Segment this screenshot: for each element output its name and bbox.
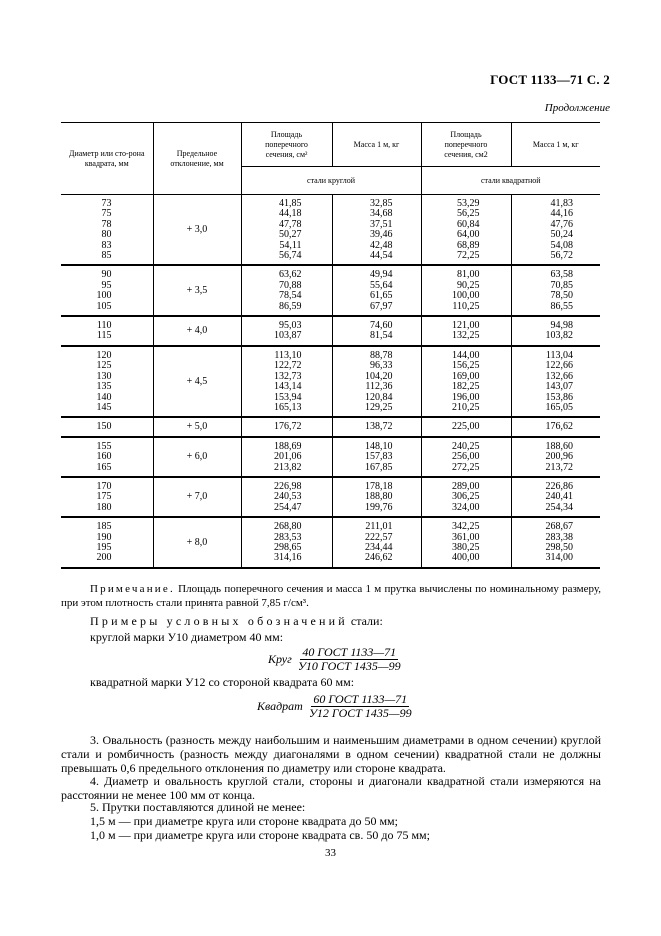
area-square-value: 272,25: [452, 461, 480, 473]
cell-area-square: [421, 346, 511, 417]
area-round-value: 122,72: [274, 360, 302, 372]
cell-deviation: [153, 346, 241, 417]
header-mass-round: Масса 1 м, кг: [332, 123, 421, 167]
cell-mass-round: [332, 417, 421, 436]
page-number: 33: [325, 847, 336, 859]
steel-table: [61, 122, 600, 569]
area-round-value: 56,74: [279, 250, 302, 262]
cell-deviation: [153, 517, 241, 568]
cell-sizes: [61, 316, 153, 346]
table-row: [61, 265, 600, 316]
cell-deviation: [153, 265, 241, 316]
area-round-value: 283,53: [274, 531, 302, 543]
header-area-square: Площадь поперечного сечения, см2: [421, 123, 511, 167]
mass-square-value: 188,60: [545, 440, 573, 452]
table-group: [61, 346, 600, 417]
deviation-value: + 6,0: [186, 451, 208, 463]
area-square-value: 324,00: [452, 501, 480, 513]
cell-area-square: [421, 517, 511, 568]
table-group: [61, 417, 600, 436]
formula-round-prefix: Круг: [268, 651, 292, 666]
mass-square-value: 103,82: [545, 330, 573, 342]
area-square-value: 240,25: [452, 440, 480, 452]
cell-area-square: [421, 417, 511, 436]
cell-area-round: [241, 477, 332, 517]
paragraph-3: 3. Овальность (разность между наибольшим и наименьшим диаметрами в одном сечении) круглой стали и ромбичность (разность между диагоналями в одном сечении) квадратной стали не должны превышать 0,6 предельного отклонения по диаметру или стороне квадрата.: [61, 733, 601, 775]
cell-mass-round: [332, 316, 421, 346]
mass-round-value: 37,51: [370, 218, 393, 230]
mass-round-value: 81,54: [370, 330, 393, 342]
mass-square-value: 240,41: [545, 491, 573, 503]
mass-round-value: 199,76: [365, 501, 393, 513]
cell-mass-square: [511, 195, 600, 266]
area-square-value: 132,25: [452, 330, 480, 342]
cell-mass-square: [511, 265, 600, 316]
sizes-value: 73: [101, 198, 112, 209]
table-row: [61, 417, 600, 436]
formula-square: [257, 692, 414, 720]
mass-square-value: 50,24: [550, 229, 573, 241]
mass-square-value: 41,83: [550, 198, 573, 209]
cell-area-square: [421, 316, 511, 346]
sizes-value: 155: [96, 440, 112, 452]
sizes-value: 140: [96, 391, 112, 403]
area-square-value: 306,25: [452, 491, 480, 503]
table-group: [61, 316, 600, 346]
deviation-value: + 3,5: [186, 285, 208, 297]
cell-deviation: [153, 477, 241, 517]
deviation-value: + 5,0: [186, 421, 208, 433]
area-square-value: 156,25: [452, 360, 480, 372]
sizes-value: 185: [96, 521, 112, 533]
area-square-value: 169,00: [452, 370, 480, 382]
area-round-value: 226,98: [274, 480, 302, 492]
area-round-value: 44,18: [279, 208, 302, 220]
cell-mass-square: [511, 517, 600, 568]
area-round-value: 298,65: [274, 541, 302, 553]
sizes-value: 200: [96, 552, 112, 564]
header-mass-square: Масса 1 м, кг: [511, 123, 600, 167]
mass-round-value: 39,46: [370, 229, 393, 241]
examples-title-tail: стали:: [347, 614, 383, 628]
table-row: [61, 346, 600, 417]
table-row: [61, 437, 600, 477]
area-round-value: 54,11: [279, 239, 302, 251]
cell-deviation: [153, 195, 241, 266]
paragraph-5: 5. Прутки поставляются длиной не менее:: [90, 800, 306, 814]
mass-round-value: 96,33: [370, 360, 393, 372]
mass-round-value: 55,64: [370, 279, 393, 291]
mass-square-value: 268,67: [545, 521, 573, 533]
area-square-value: 380,25: [452, 541, 480, 553]
mass-round-value: 234,44: [365, 541, 393, 553]
mass-square-value: 70,85: [550, 279, 573, 291]
example-round-intro: круглой марки У10 диаметром 40 мм:: [90, 630, 284, 644]
cell-area-square: [421, 477, 511, 517]
mass-square-value: 226,86: [545, 480, 573, 492]
mass-round-value: 157,83: [365, 451, 393, 463]
header-area-round: Площадь поперечного сечения, см²: [241, 123, 332, 167]
sizes-value: 120: [96, 349, 112, 361]
mass-square-value: 213,72: [545, 461, 573, 473]
deviation-value: + 8,0: [186, 536, 208, 548]
cell-area-round: [241, 265, 332, 316]
mass-square-value: 94,98: [550, 320, 573, 332]
area-square-value: 361,00: [452, 531, 480, 543]
header-diameter: Диаметр или сто-рона квадрата, мм: [61, 123, 153, 195]
cell-area-square: [421, 195, 511, 266]
mass-round-value: 246,62: [365, 552, 393, 564]
mass-round-value: 112,36: [365, 381, 393, 393]
area-round-value: 201,06: [274, 451, 302, 463]
area-round-value: 41,85: [279, 198, 302, 209]
sizes-value: 175: [96, 491, 112, 503]
table-group: [61, 195, 600, 266]
mass-round-value: 222,57: [365, 531, 393, 543]
area-square-value: 196,00: [452, 391, 480, 403]
mass-square-value: 86,55: [550, 300, 573, 312]
cell-area-square: [421, 265, 511, 316]
mass-round-value: 178,18: [365, 480, 393, 492]
mass-round-value: 61,65: [370, 290, 393, 302]
area-square-value: 81,00: [457, 269, 480, 281]
mass-round-value: 138,72: [365, 421, 393, 433]
area-round-value: 50,27: [279, 229, 302, 241]
formula-square-numerator: 60 ГОСТ 1133—71: [313, 692, 408, 706]
paragraph-5b: 1,0 м — при диаметре круга или стороне квадрата св. 50 до 75 мм;: [90, 828, 430, 842]
formula-round-denominator: У10 ГОСТ 1435—99: [297, 659, 401, 673]
area-square-value: 400,00: [452, 552, 480, 564]
mass-square-value: 283,38: [545, 531, 573, 543]
deviation-value: + 4,0: [186, 325, 208, 337]
cell-mass-square: [511, 477, 600, 517]
formula-square-denominator: У12 ГОСТ 1435—99: [308, 706, 412, 720]
mass-square-value: 54,08: [550, 239, 573, 251]
mass-square-value: 298,50: [545, 541, 573, 553]
area-round-value: 143,14: [274, 381, 302, 393]
cell-sizes: [61, 517, 153, 568]
deviation-value: + 7,0: [186, 491, 208, 503]
mass-square-value: 153,86: [545, 391, 573, 403]
area-square-value: 100,00: [452, 290, 480, 302]
sizes-value: 115: [96, 330, 112, 342]
header-round-group: стали круглой: [241, 167, 421, 195]
sizes-value: 180: [96, 501, 112, 513]
sizes-value: 145: [96, 401, 112, 413]
area-square-value: 225,00: [452, 421, 480, 433]
table-row: [61, 316, 600, 346]
cell-mass-square: [511, 437, 600, 477]
area-square-value: 289,00: [452, 480, 480, 492]
sizes-value: 78: [101, 218, 112, 230]
area-square-value: 68,89: [457, 239, 480, 251]
cell-sizes: [61, 195, 153, 266]
mass-round-value: 167,85: [365, 461, 393, 473]
cell-area-round: [241, 417, 332, 436]
mass-round-value: 74,60: [370, 320, 393, 332]
area-round-value: 47,78: [279, 218, 302, 230]
sizes-value: 110: [96, 320, 112, 332]
mass-square-value: 314,00: [545, 552, 573, 564]
cell-mass-round: [332, 346, 421, 417]
mass-square-value: 176,62: [545, 421, 573, 433]
deviation-value: + 3,0: [186, 224, 208, 236]
mass-round-value: 104,20: [365, 370, 393, 382]
mass-square-value: 113,04: [545, 349, 573, 361]
cell-sizes: [61, 417, 153, 436]
table-group: [61, 477, 600, 517]
area-square-value: 90,25: [457, 279, 480, 291]
header-square-group: стали квадратной: [421, 167, 600, 195]
area-round-value: 63,62: [279, 269, 302, 281]
cell-deviation: [153, 417, 241, 436]
document-header: ГОСТ 1133—71 С. 2: [490, 72, 610, 87]
cell-area-round: [241, 346, 332, 417]
mass-square-value: 56,72: [550, 250, 573, 262]
mass-square-value: 63,58: [550, 269, 573, 281]
mass-round-value: 32,85: [370, 198, 393, 209]
mass-round-value: 42,48: [370, 239, 393, 251]
mass-round-value: 148,10: [365, 440, 393, 452]
mass-square-value: 78,50: [550, 290, 573, 302]
formula-round: [268, 645, 403, 673]
area-round-value: 113,10: [274, 349, 302, 361]
cell-sizes: [61, 265, 153, 316]
mass-round-value: 88,78: [370, 349, 393, 361]
formula-square-prefix: Квадрат: [257, 698, 303, 713]
area-round-value: 103,87: [274, 330, 302, 342]
area-round-value: 314,16: [274, 552, 302, 564]
header-deviation: Предельное отклонение, мм: [153, 123, 241, 195]
sizes-value: 85: [101, 250, 112, 262]
cell-mass-round: [332, 437, 421, 477]
cell-mass-round: [332, 195, 421, 266]
mass-square-value: 122,66: [545, 360, 573, 372]
cell-mass-square: [511, 346, 600, 417]
sizes-value: 90: [101, 269, 112, 281]
sizes-value: 75: [101, 208, 112, 220]
cell-mass-round: [332, 517, 421, 568]
cell-deviation: [153, 316, 241, 346]
cell-deviation: [153, 437, 241, 477]
area-square-value: 72,25: [457, 250, 480, 262]
mass-round-value: 67,97: [370, 300, 393, 312]
note-label: Примечание.: [90, 583, 175, 595]
mass-square-value: 165,05: [545, 401, 573, 413]
mass-round-value: 129,25: [365, 401, 393, 413]
examples-title-text: Примеры условных обозначений: [90, 614, 348, 628]
continued-label: Продолжение: [544, 102, 610, 114]
area-round-value: 70,88: [279, 279, 302, 291]
table-row: [61, 517, 600, 568]
mass-square-value: 132,66: [545, 370, 573, 382]
sizes-value: 130: [96, 370, 112, 382]
mass-square-value: 200,96: [545, 451, 573, 463]
cell-area-square: [421, 437, 511, 477]
table-group: [61, 437, 600, 477]
area-round-value: 86,59: [279, 300, 302, 312]
area-square-value: 53,29: [457, 198, 480, 209]
area-square-value: 60,84: [457, 218, 480, 230]
cell-mass-square: [511, 316, 600, 346]
table-group: [61, 517, 600, 568]
cell-area-round: [241, 195, 332, 266]
area-square-value: 182,25: [452, 381, 480, 393]
sizes-value: 100: [96, 290, 112, 302]
area-round-value: 95,03: [279, 320, 302, 332]
area-round-value: 240,53: [274, 491, 302, 503]
area-square-value: 56,25: [457, 208, 480, 220]
example-square-intro: квадратной марки У12 со стороной квадрата 60 мм:: [90, 675, 355, 689]
mass-square-value: 143,07: [545, 381, 573, 393]
area-round-value: 176,72: [274, 421, 302, 433]
sizes-value: 80: [101, 229, 112, 241]
sizes-value: 105: [96, 300, 112, 312]
area-square-value: 342,25: [452, 521, 480, 533]
table-row: [61, 477, 600, 517]
area-square-value: 210,25: [452, 401, 480, 413]
mass-square-value: 254,34: [545, 501, 573, 513]
area-square-value: 256,00: [452, 451, 480, 463]
area-square-value: 144,00: [452, 349, 480, 361]
area-round-value: 165,13: [274, 401, 302, 413]
examples-title: [90, 614, 383, 629]
table-row: [61, 195, 600, 266]
area-round-value: 132,73: [274, 370, 302, 382]
sizes-value: 190: [96, 531, 112, 543]
formula-round-numerator: 40 ГОСТ 1133—71: [302, 645, 397, 659]
area-round-value: 153,94: [274, 391, 302, 403]
sizes-value: 125: [96, 360, 112, 372]
cell-sizes: [61, 477, 153, 517]
mass-round-value: 188,80: [365, 491, 393, 503]
area-square-value: 64,00: [457, 229, 480, 241]
cell-mass-round: [332, 265, 421, 316]
area-square-value: 110,25: [452, 300, 480, 312]
sizes-value: 195: [96, 541, 112, 553]
cell-area-round: [241, 517, 332, 568]
sizes-value: 135: [96, 381, 112, 393]
area-square-value: 121,00: [452, 320, 480, 332]
mass-round-value: 34,68: [370, 208, 393, 220]
mass-round-value: 44,54: [370, 250, 393, 262]
area-round-value: 254,47: [274, 501, 302, 513]
area-round-value: 78,54: [279, 290, 302, 302]
cell-sizes: [61, 437, 153, 477]
mass-round-value: 49,94: [370, 269, 393, 281]
sizes-value: 95: [101, 279, 112, 291]
cell-area-round: [241, 437, 332, 477]
mass-round-value: 211,01: [365, 521, 393, 533]
sizes-value: 170: [96, 480, 112, 492]
cell-area-round: [241, 316, 332, 346]
table-note: [61, 582, 601, 610]
table-group: [61, 265, 600, 316]
sizes-value: 83: [101, 239, 112, 251]
sizes-value: 165: [96, 461, 112, 473]
paragraph-4: 4. Диаметр и овальность круглой стали, стороны и диагонали квадратной стали измеряются на расстоянии не менее 100 мм от конца.: [61, 774, 601, 802]
area-round-value: 188,69: [274, 440, 302, 452]
mass-square-value: 47,76: [550, 218, 573, 230]
deviation-value: + 4,5: [186, 375, 208, 387]
sizes-value: 150: [96, 421, 112, 433]
mass-square-value: 44,16: [550, 208, 573, 220]
cell-sizes: [61, 346, 153, 417]
mass-round-value: 120,84: [365, 391, 393, 403]
cell-mass-round: [332, 477, 421, 517]
sizes-value: 160: [96, 451, 112, 463]
note-text: Площадь поперечного сечения и масса 1 м прутка вычислены по номинальному размеру, при этом плотность стали принята равной 7,85 г/см³.: [61, 583, 601, 609]
paragraph-5a: 1,5 м — при диаметре круга или стороне квадрата до 50 мм;: [90, 814, 398, 828]
area-round-value: 268,80: [274, 521, 302, 533]
cell-mass-square: [511, 417, 600, 436]
area-round-value: 213,82: [274, 461, 302, 473]
